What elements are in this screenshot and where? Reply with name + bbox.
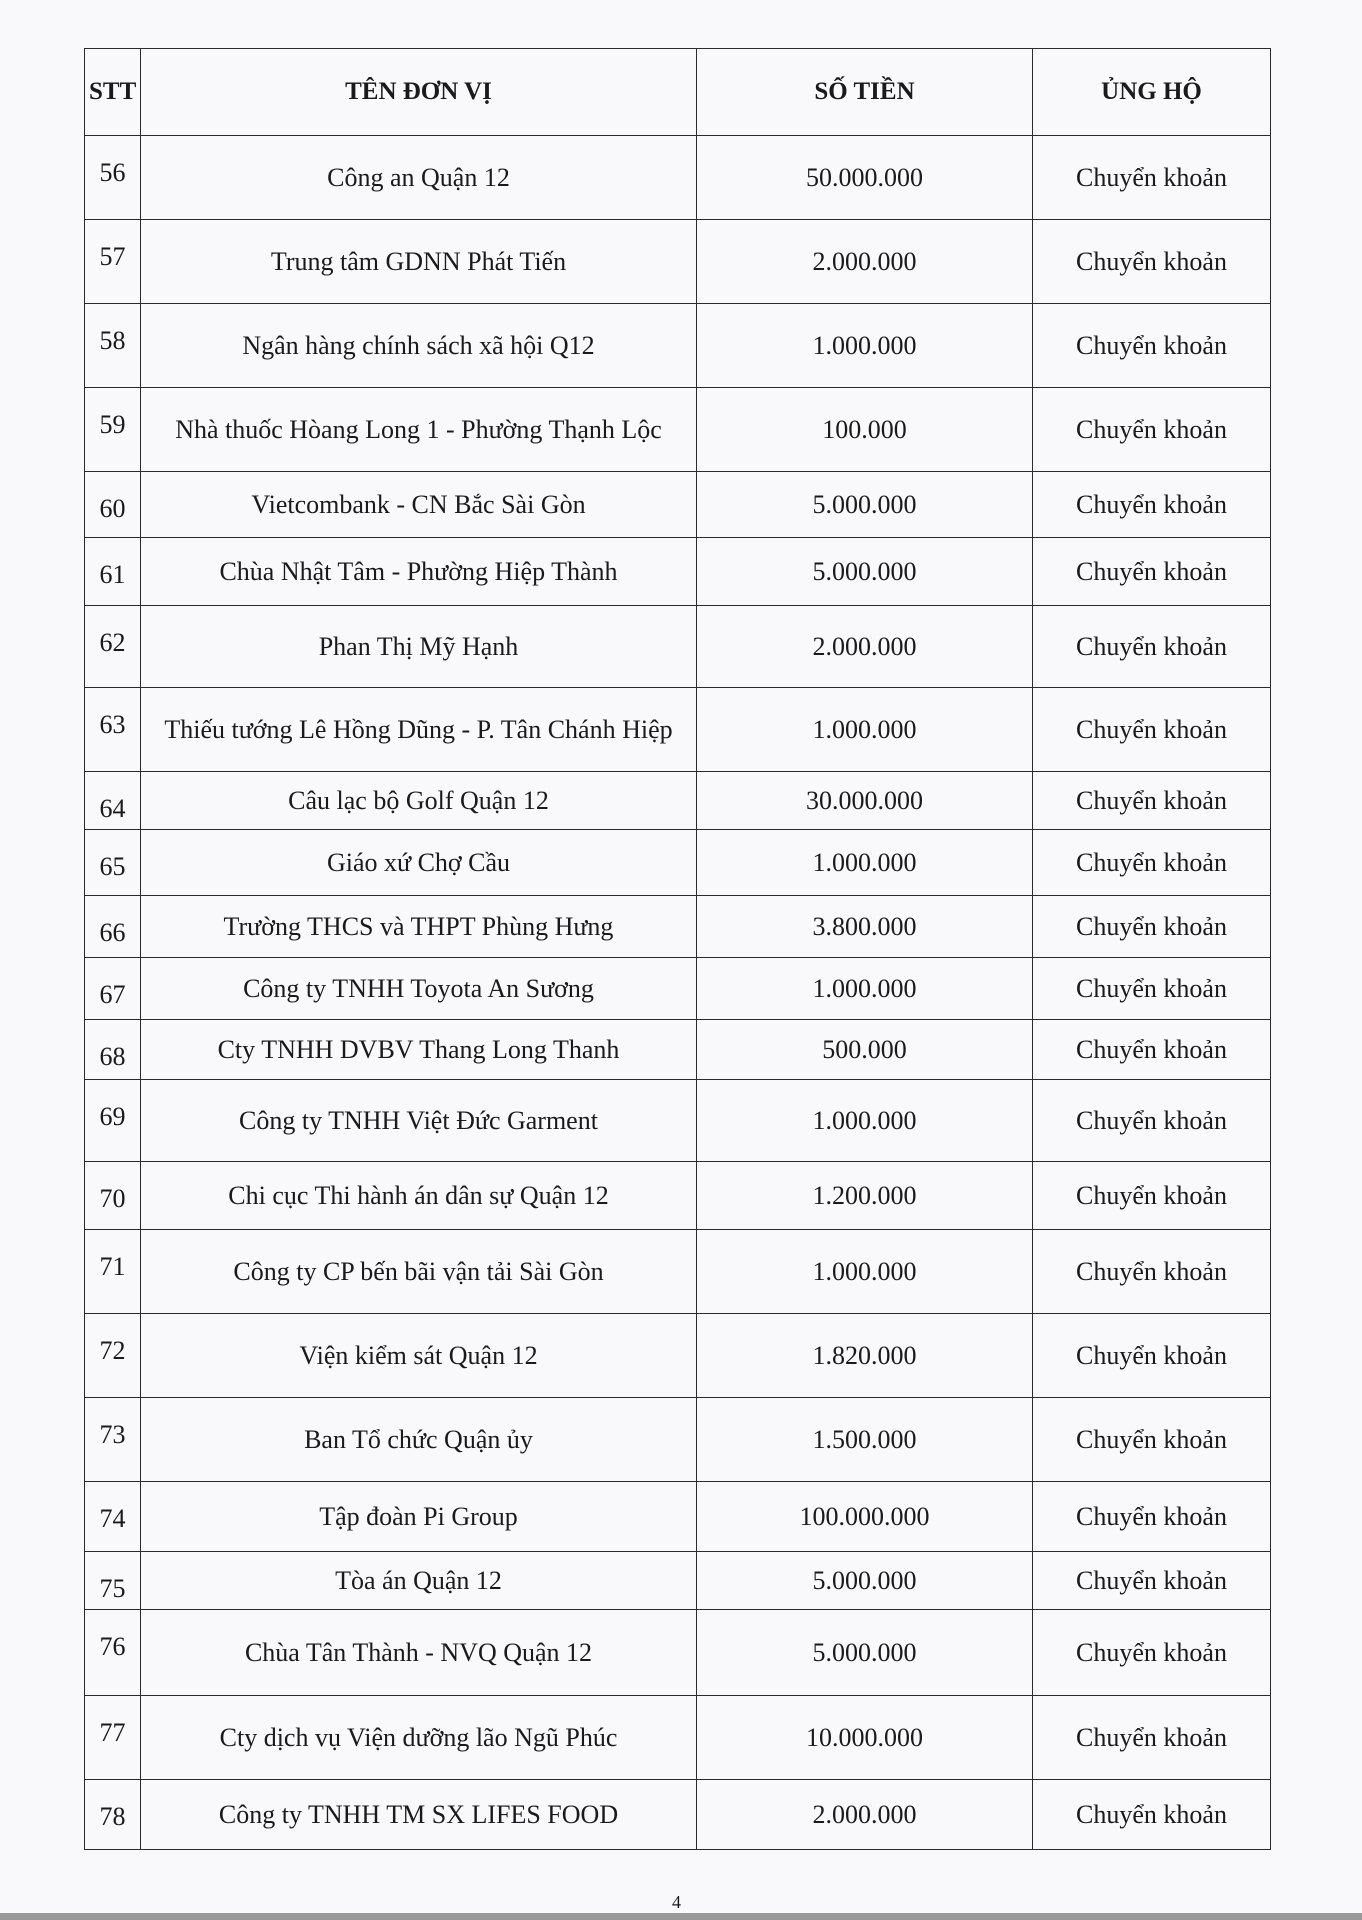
table-row xyxy=(85,772,1271,830)
table-row xyxy=(85,1552,1271,1610)
row-amount-cell: 10.000.000 xyxy=(697,1696,1033,1780)
row-method-cell: Chuyển khoản xyxy=(1033,1696,1271,1780)
table-row xyxy=(85,1230,1271,1314)
table-header-row xyxy=(85,49,1271,136)
row-stt-cell: 62 xyxy=(85,606,141,688)
table-row xyxy=(85,1162,1271,1230)
row-stt-cell: 74 xyxy=(85,1482,141,1552)
table-row xyxy=(85,1314,1271,1398)
row-stt-cell: 71 xyxy=(85,1230,141,1314)
row-method-cell: Chuyển khoản xyxy=(1033,388,1271,472)
table-body xyxy=(85,136,1271,1850)
header-stt: STT xyxy=(85,49,141,136)
row-stt-cell: 76 xyxy=(85,1610,141,1696)
row-stt-cell: 72 xyxy=(85,1314,141,1398)
table-row xyxy=(85,472,1271,538)
row-amount-cell: 1.000.000 xyxy=(697,1080,1033,1162)
row-method-cell: Chuyển khoản xyxy=(1033,1162,1271,1230)
row-amount-cell: 1.000.000 xyxy=(697,1230,1033,1314)
row-amount-cell: 2.000.000 xyxy=(697,606,1033,688)
row-stt-cell: 68 xyxy=(85,1020,141,1080)
row-method-cell: Chuyển khoản xyxy=(1033,220,1271,304)
row-stt-cell: 78 xyxy=(85,1780,141,1850)
row-stt-cell: 56 xyxy=(85,136,141,220)
row-amount-cell: 1.200.000 xyxy=(697,1162,1033,1230)
row-stt-cell: 60 xyxy=(85,472,141,538)
row-name-cell: Chi cục Thi hành án dân sự Quận 12 xyxy=(141,1162,697,1230)
row-amount-cell: 1.000.000 xyxy=(697,958,1033,1020)
row-amount-cell: 1.000.000 xyxy=(697,688,1033,772)
scan-edge xyxy=(0,1913,1362,1920)
row-stt-cell: 58 xyxy=(85,304,141,388)
row-amount-cell: 1.820.000 xyxy=(697,1314,1033,1398)
row-name-cell: Cty TNHH DVBV Thang Long Thanh xyxy=(141,1020,697,1080)
row-stt-cell: 57 xyxy=(85,220,141,304)
row-method-cell: Chuyển khoản xyxy=(1033,606,1271,688)
row-name-cell: Tòa án Quận 12 xyxy=(141,1552,697,1610)
row-stt-cell: 66 xyxy=(85,896,141,958)
row-name-cell: Viện kiểm sát Quận 12 xyxy=(141,1314,697,1398)
row-method-cell: Chuyển khoản xyxy=(1033,688,1271,772)
row-method-cell: Chuyển khoản xyxy=(1033,1780,1271,1850)
row-name-cell: Ban Tổ chức Quận ủy xyxy=(141,1398,697,1482)
row-name-cell: Phan Thị Mỹ Hạnh xyxy=(141,606,697,688)
table-row xyxy=(85,1696,1271,1780)
table-row xyxy=(85,1610,1271,1696)
row-name-cell: Thiếu tướng Lê Hồng Dũng - P. Tân Chánh Hiệp xyxy=(141,688,697,772)
row-amount-cell: 3.800.000 xyxy=(697,896,1033,958)
row-amount-cell: 500.000 xyxy=(697,1020,1033,1080)
table-row xyxy=(85,220,1271,304)
table-row xyxy=(85,606,1271,688)
row-method-cell: Chuyển khoản xyxy=(1033,538,1271,606)
row-stt-cell: 70 xyxy=(85,1162,141,1230)
row-amount-cell: 5.000.000 xyxy=(697,1552,1033,1610)
row-amount-cell: 30.000.000 xyxy=(697,772,1033,830)
row-name-cell: Chùa Nhật Tâm - Phường Hiệp Thành xyxy=(141,538,697,606)
row-name-cell: Nhà thuốc Hòang Long 1 - Phường Thạnh Lộc xyxy=(141,388,697,472)
row-stt-cell: 61 xyxy=(85,538,141,606)
row-name-cell: Chùa Tân Thành - NVQ Quận 12 xyxy=(141,1610,697,1696)
row-amount-cell: 1.000.000 xyxy=(697,304,1033,388)
row-name-cell: Tập đoàn Pi Group xyxy=(141,1482,697,1552)
row-name-cell: Câu lạc bộ Golf Quận 12 xyxy=(141,772,697,830)
header-method: ỦNG HỘ xyxy=(1033,49,1271,136)
row-amount-cell: 2.000.000 xyxy=(697,220,1033,304)
table-row xyxy=(85,1020,1271,1080)
row-method-cell: Chuyển khoản xyxy=(1033,136,1271,220)
table-row xyxy=(85,388,1271,472)
row-method-cell: Chuyển khoản xyxy=(1033,1314,1271,1398)
table-row xyxy=(85,136,1271,220)
row-method-cell: Chuyển khoản xyxy=(1033,1482,1271,1552)
row-method-cell: Chuyển khoản xyxy=(1033,304,1271,388)
header-amount: SỐ TIỀN xyxy=(697,49,1033,136)
table-row xyxy=(85,1080,1271,1162)
row-amount-cell: 5.000.000 xyxy=(697,472,1033,538)
row-method-cell: Chuyển khoản xyxy=(1033,472,1271,538)
row-name-cell: Trường THCS và THPT Phùng Hưng xyxy=(141,896,697,958)
row-name-cell: Công ty TNHH Việt Đức Garment xyxy=(141,1080,697,1162)
row-amount-cell: 1.500.000 xyxy=(697,1398,1033,1482)
row-amount-cell: 100.000 xyxy=(697,388,1033,472)
row-method-cell: Chuyển khoản xyxy=(1033,830,1271,896)
row-method-cell: Chuyển khoản xyxy=(1033,1080,1271,1162)
page-number: 4 xyxy=(672,1892,681,1912)
row-stt-cell: 63 xyxy=(85,688,141,772)
row-method-cell: Chuyển khoản xyxy=(1033,958,1271,1020)
table-row xyxy=(85,688,1271,772)
table-row xyxy=(85,958,1271,1020)
table-row xyxy=(85,896,1271,958)
table-row xyxy=(85,830,1271,896)
row-method-cell: Chuyển khoản xyxy=(1033,896,1271,958)
row-amount-cell: 5.000.000 xyxy=(697,538,1033,606)
row-name-cell: Trung tâm GDNN Phát Tiến xyxy=(141,220,697,304)
table-row xyxy=(85,304,1271,388)
row-name-cell: Công ty CP bến bãi vận tải Sài Gòn xyxy=(141,1230,697,1314)
row-name-cell: Công an Quận 12 xyxy=(141,136,697,220)
row-method-cell: Chuyển khoản xyxy=(1033,1398,1271,1482)
row-stt-cell: 69 xyxy=(85,1080,141,1162)
table-row xyxy=(85,538,1271,606)
row-stt-cell: 73 xyxy=(85,1398,141,1482)
row-method-cell: Chuyển khoản xyxy=(1033,1610,1271,1696)
row-amount-cell: 50.000.000 xyxy=(697,136,1033,220)
row-method-cell: Chuyển khoản xyxy=(1033,772,1271,830)
row-name-cell: Giáo xứ Chợ Cầu xyxy=(141,830,697,896)
row-stt-cell: 67 xyxy=(85,958,141,1020)
row-name-cell: Vietcombank - CN Bắc Sài Gòn xyxy=(141,472,697,538)
row-name-cell: Công ty TNHH TM SX LIFES FOOD xyxy=(141,1780,697,1850)
header-name: TÊN ĐƠN VỊ xyxy=(141,49,697,136)
row-stt-cell: 64 xyxy=(85,772,141,830)
table-row xyxy=(85,1482,1271,1552)
row-stt-cell: 65 xyxy=(85,830,141,896)
table-row xyxy=(85,1780,1271,1850)
table-row xyxy=(85,1398,1271,1482)
row-name-cell: Ngân hàng chính sách xã hội Q12 xyxy=(141,304,697,388)
row-method-cell: Chuyển khoản xyxy=(1033,1552,1271,1610)
row-stt-cell: 59 xyxy=(85,388,141,472)
row-name-cell: Công ty TNHH Toyota An Sương xyxy=(141,958,697,1020)
row-amount-cell: 100.000.000 xyxy=(697,1482,1033,1552)
row-stt-cell: 75 xyxy=(85,1552,141,1610)
row-stt-cell: 77 xyxy=(85,1696,141,1780)
row-amount-cell: 2.000.000 xyxy=(697,1780,1033,1850)
row-amount-cell: 5.000.000 xyxy=(697,1610,1033,1696)
donation-table xyxy=(84,48,1271,1850)
row-amount-cell: 1.000.000 xyxy=(697,830,1033,896)
row-method-cell: Chuyển khoản xyxy=(1033,1230,1271,1314)
row-name-cell: Cty dịch vụ Viện dưỡng lão Ngũ Phúc xyxy=(141,1696,697,1780)
row-method-cell: Chuyển khoản xyxy=(1033,1020,1271,1080)
